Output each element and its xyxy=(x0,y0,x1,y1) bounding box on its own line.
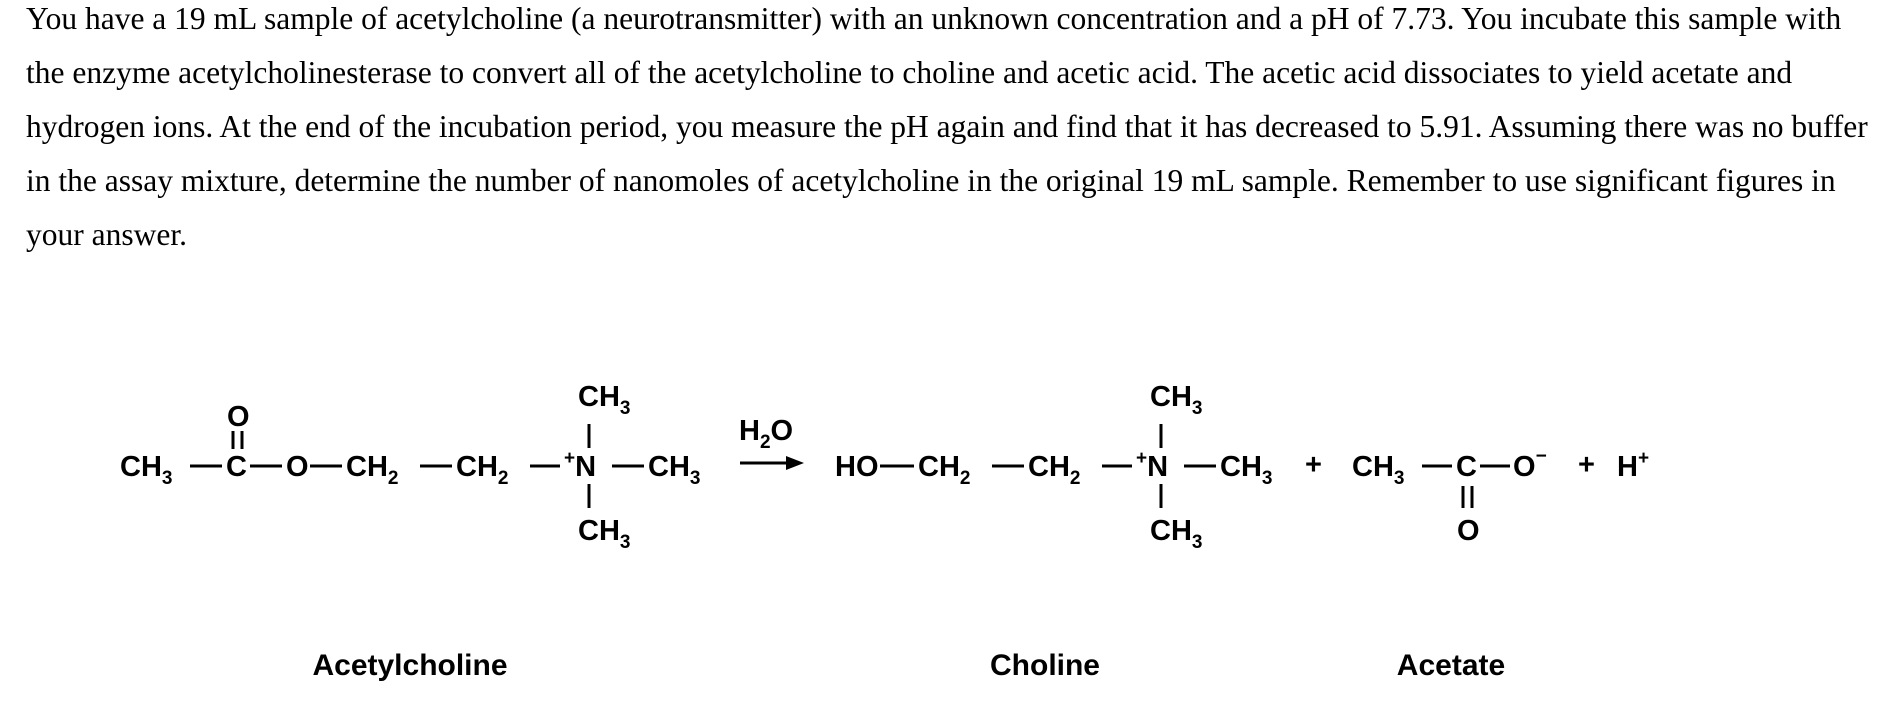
plus-sign-1: + xyxy=(1305,449,1322,481)
reaction-diagram xyxy=(0,360,1899,727)
ach-ch3-right: $CH_3$ xyxy=(648,451,701,489)
ach-ch2-1: $CH_2$ xyxy=(346,451,399,489)
ach-ch3-bottom: $CH_3$ xyxy=(578,515,631,553)
acetate-structure xyxy=(1352,446,1547,547)
ach-ester-o: O xyxy=(286,451,309,483)
hydrogen-ion: H+ xyxy=(1617,448,1650,483)
ach-carbonyl-o: O xyxy=(227,401,250,433)
plus-sign-2: + xyxy=(1578,449,1595,481)
cho-ch3-top: $CH_3$ xyxy=(1150,381,1203,419)
acetate-ch3: $CH_3$ xyxy=(1352,451,1405,489)
acetate-c: C xyxy=(1456,451,1477,483)
problem-statement: You have a 19 mL sample of acetylcholine (a neurotransmitter) with an unknown concentration and a pH of 7.73. You incubate this sample with the enzyme acetylcholinesterase to convert all of the acetylcholine to choline and acetic acid. The acetic acid dissociates to yield acetate and hydrogen ions. At the end of the incubation period, you measure the pH again and find that it has decreased to 5.91. Assuming there was no buffer in the assay mixture, determine the number of nanomoles of acetylcholine in the original 19 mL sample. Remember to use significant figures in your answer. xyxy=(26,1,1868,252)
choline-structure xyxy=(835,381,1272,553)
label-acetate: Acetate xyxy=(1396,649,1506,682)
cho-ch2-1: $CH_2$ xyxy=(918,451,971,489)
water-reagent: $H_2O$ xyxy=(739,415,794,453)
label-acetylcholine: Acetylcholine xyxy=(312,649,508,682)
cho-ch3-bottom: $CH_3$ xyxy=(1150,515,1203,553)
cho-ch2-2: $CH_2$ xyxy=(1028,451,1081,489)
ach-nitrogen: +N xyxy=(564,448,597,483)
cho-ho: HO xyxy=(835,451,879,483)
ach-ch3-left: $CH_3$ xyxy=(120,451,173,489)
ach-carbonyl-c: C xyxy=(226,451,247,483)
reaction-arrow xyxy=(739,415,804,470)
acetate-anion-o: O− xyxy=(1513,446,1547,483)
label-choline: Choline xyxy=(990,649,1100,682)
acetate-carbonyl-o: O xyxy=(1457,515,1480,547)
ach-ch2-2: $CH_2$ xyxy=(456,451,509,489)
cho-ch3-right: $CH_3$ xyxy=(1220,451,1273,489)
acetylcholine-structure xyxy=(120,381,700,553)
ach-ch3-top: $CH_3$ xyxy=(578,381,631,419)
cho-nitrogen: +N xyxy=(1136,448,1169,483)
